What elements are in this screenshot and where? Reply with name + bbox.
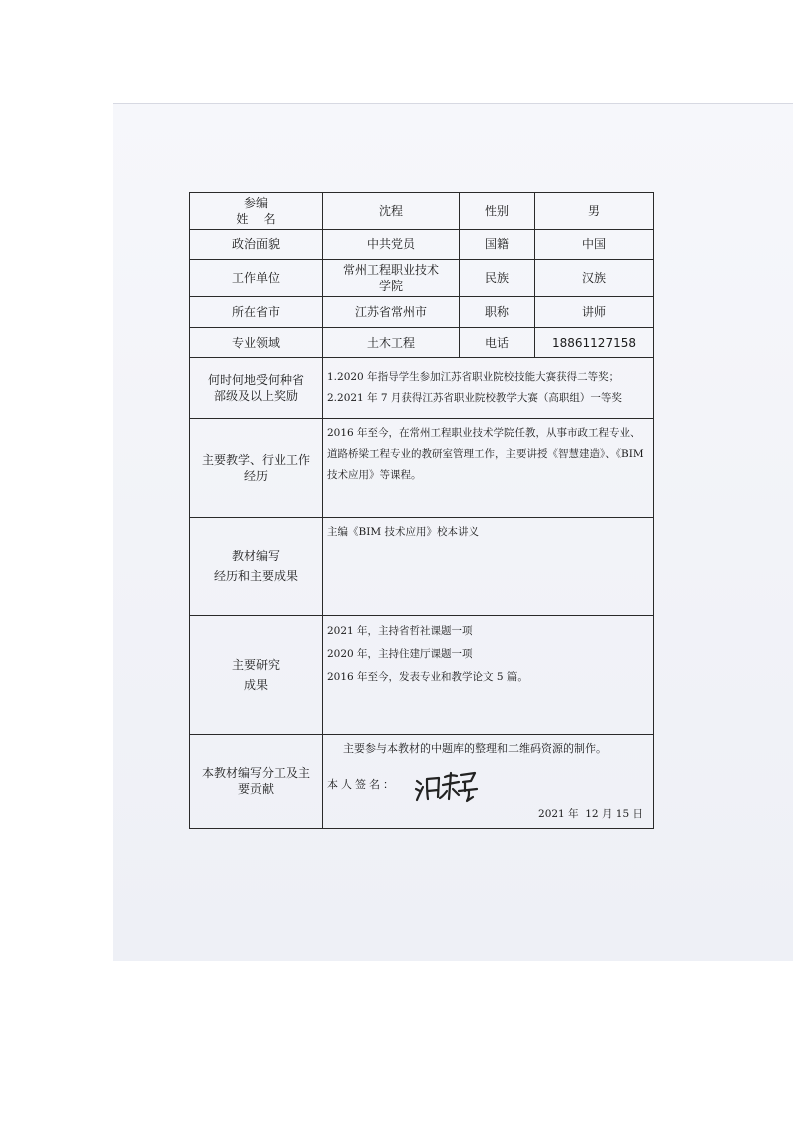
row-location (190, 297, 654, 327)
employer-label: 工作单位 (190, 259, 323, 297)
textbook-label-line1: 教材编写 (231, 549, 280, 564)
research-label (190, 615, 323, 734)
research-label-line1: 主要研究 (231, 657, 280, 672)
research-label-line2: 成果 (243, 677, 268, 692)
row-field (190, 327, 654, 357)
experience-content (323, 419, 654, 517)
row-textbook (190, 517, 654, 615)
employer-value: 常州工程职业技术学院 (323, 259, 460, 297)
nationality-label: 国籍 (460, 229, 535, 259)
politics-value: 中共党员 (323, 229, 460, 259)
textbook-label-line2: 经历和主要成果 (213, 569, 298, 584)
name-label-line2: 姓 名 (236, 211, 276, 226)
research-item: 2016 年至今，发表专业和教学论文 5 篇。 (327, 670, 528, 683)
contribution-box (323, 735, 653, 828)
row-contribution (190, 734, 654, 828)
name-label (190, 193, 323, 230)
row-experience (190, 419, 654, 517)
location-value: 江苏省常州市 (323, 297, 460, 327)
politics-label: 政治面貌 (190, 229, 323, 259)
ethnicity-label: 民族 (460, 259, 535, 297)
research-item: 2021 年，主持省哲社课题一项 (327, 624, 473, 637)
field-label: 专业领域 (190, 327, 323, 357)
contribution-text: 主要参与本教材的中题库的整理和二维码资源的制作。 (343, 741, 607, 755)
textbook-label (190, 517, 323, 615)
field-value: 土木工程 (323, 327, 460, 357)
title-label: 职称 (460, 297, 535, 327)
contribution-label: 本教材编写分工及主要贡献 (190, 734, 323, 828)
phone-value: 18861127158 (535, 327, 654, 357)
editor-info-form (189, 192, 654, 829)
research-item: 2020 年，主持住建厅课题一项 (327, 647, 473, 660)
nationality-value: 中国 (535, 229, 654, 259)
phone-label: 电话 (460, 327, 535, 357)
experience-text: 2016 年至今，在常州工程职业技术学院任教，从事市政工程专业、道路桥梁工程专业的教研室管理工作，主要讲授《智慧建造》、《BIM 技术应用》等课程。 (327, 427, 644, 482)
contribution-content (323, 734, 654, 828)
signature-date: 2021 年 12 月 15 日 (538, 808, 643, 820)
gender-value: 男 (535, 193, 654, 230)
textbook-text: 主编《BIM 技术应用》校本讲义 (327, 525, 479, 538)
row-research (190, 615, 654, 734)
location-label: 所在省市 (190, 297, 323, 327)
textbook-content (323, 517, 654, 615)
row-awards (190, 358, 654, 419)
award-item: 2.2021 年 7 月获得江苏省职业院校教学大赛（高职组）一等奖 (327, 392, 622, 405)
row-name (190, 193, 654, 230)
experience-label: 主要教学、行业工作经历 (190, 419, 323, 517)
row-politics (190, 229, 654, 259)
ethnicity-value: 汉族 (535, 259, 654, 297)
gender-label: 性别 (460, 193, 535, 230)
title-value: 讲师 (535, 297, 654, 327)
name-label-line1: 参编 (243, 195, 268, 210)
row-employer (190, 259, 654, 297)
awards-content (323, 358, 654, 419)
handwritten-signature (413, 769, 483, 803)
research-content (323, 615, 654, 734)
signature-label: 本人签名： (327, 777, 397, 791)
awards-label: 何时何地受何种省部级及以上奖励 (190, 358, 323, 419)
award-item: 1.2020 年指导学生参加江苏省职业院校技能大赛获得二等奖； (327, 371, 620, 384)
name-value: 沈程 (323, 193, 460, 230)
